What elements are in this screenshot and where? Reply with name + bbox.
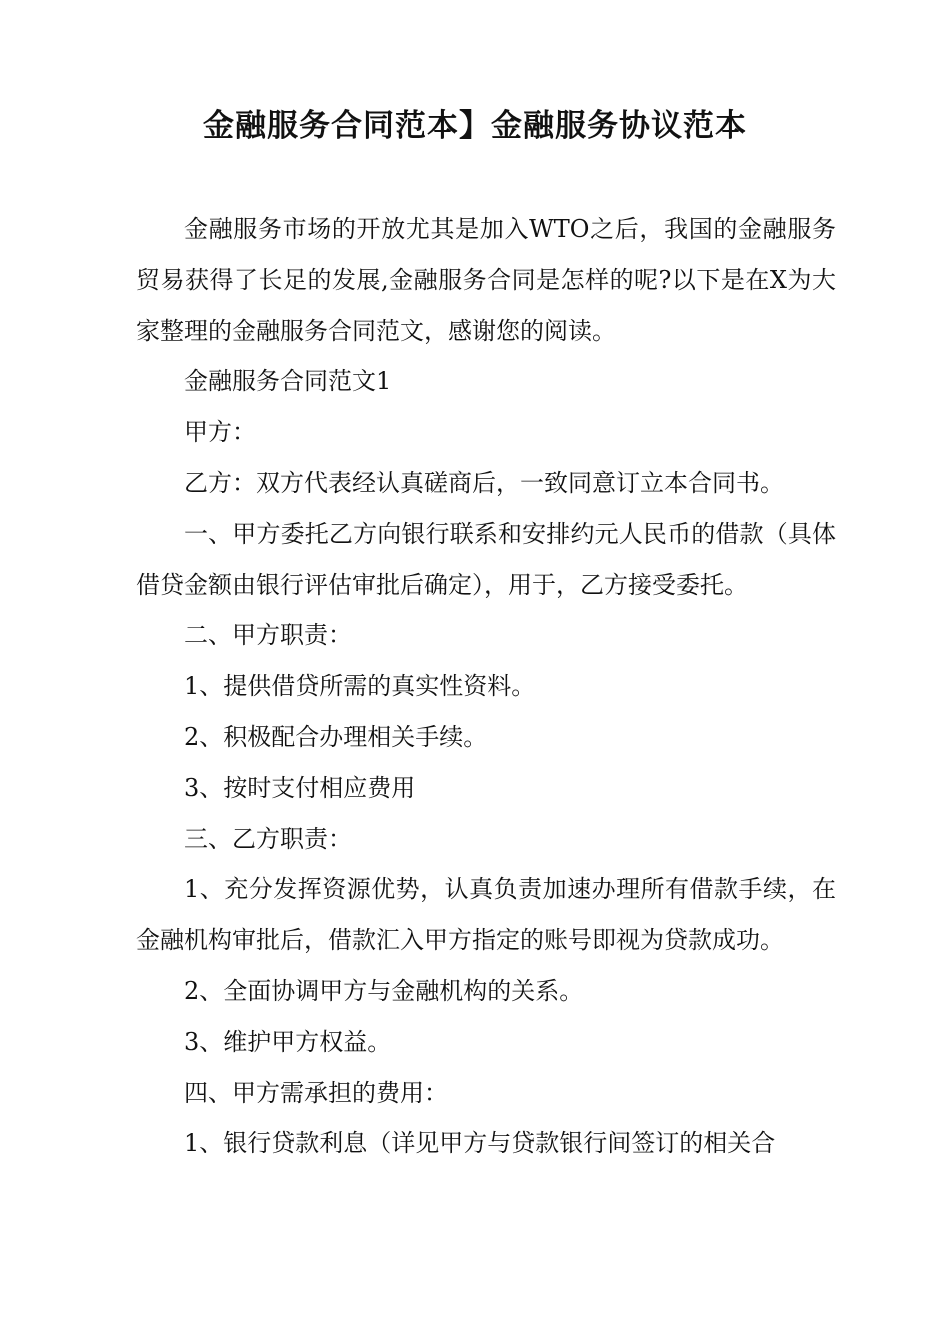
document-title: 金融服务合同范本】金融服务协议范本 <box>203 108 747 144</box>
clause-two-item-1: 1、提供借贷所需的真实性资料。 <box>184 672 536 701</box>
clause-two-item-2: 2、积极配合办理相关手续。 <box>184 722 488 751</box>
party-b-line: 乙方：双方代表经认真磋商后，一致同意订立本合同书。 <box>184 468 784 497</box>
clause-three-heading: 三、乙方职责： <box>184 824 352 853</box>
clause-one: 一、甲方委托乙方向银行联系和安排约元人民币的借款（具体借贷金额由银行评估审批后确定），用于，乙方接受委托。 <box>136 519 836 599</box>
section-heading: 金融服务合同范文1 <box>184 367 392 396</box>
party-a-line: 甲方： <box>184 418 256 447</box>
intro-paragraph: 金融服务市场的开放尤其是加入WTO之后，我国的金融服务贸易获得了长足的发展,金融服务合同是怎样的呢?以下是在X为大家整理的金融服务合同范文，感谢您的阅读。 <box>136 215 836 345</box>
clause-four-item-1: 1、银行贷款利息（详见甲方与贷款银行间签订的相关合 <box>184 1129 776 1158</box>
document-body <box>136 204 836 1169</box>
clause-three-item-1: 1、充分发挥资源优势，认真负责加速办理所有借款手续，在金融机构审批后，借款汇入甲方指定的账号即视为贷款成功。 <box>136 875 836 955</box>
clause-three-item-3: 3、维护甲方权益。 <box>184 1027 392 1056</box>
clause-two-heading: 二、甲方职责： <box>184 621 352 650</box>
clause-two-item-3: 3、按时支付相应费用 <box>184 773 416 802</box>
clause-four-heading: 四、甲方需承担的费用： <box>184 1078 448 1107</box>
clause-three-item-2: 2、全面协调甲方与金融机构的关系。 <box>184 976 584 1005</box>
